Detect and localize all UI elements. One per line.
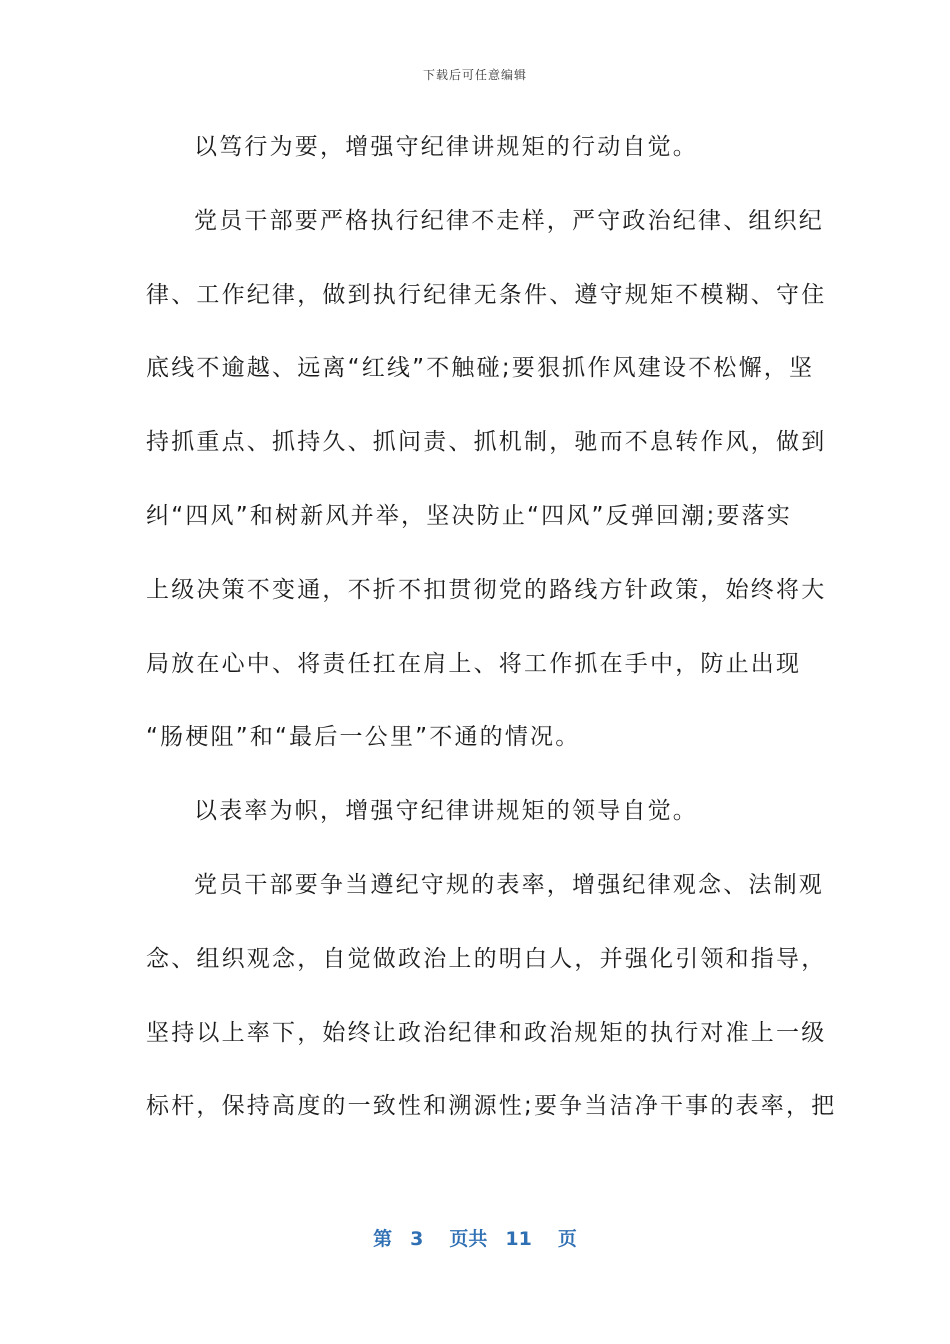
total-pages-number: 11 xyxy=(505,1228,532,1250)
paragraph-line: 局放在心中、将责任扛在肩上、将工作抓在手中，防止出现 xyxy=(146,650,802,677)
paragraph-line: 纠“四风”和树新风并举，坚决防止“四风”反弹回潮;要落实 xyxy=(146,502,793,529)
paragraph-line: 底线不逾越、远离“红线”不触碰;要狠抓作风建设不松懈，坚 xyxy=(146,355,815,382)
page-label-suffix: 页 xyxy=(557,1228,577,1250)
section-heading: 以笃行为要，增强守纪律讲规矩的行动自觉。 xyxy=(194,134,698,160)
page-label-prefix: 第 xyxy=(373,1228,393,1250)
paragraph-line: 念、组织观念，自觉做政治上的明白人，并强化引领和指导， xyxy=(146,945,827,972)
paragraph-line: 上级决策不变通，不折不扣贯彻党的路线方针政策，始终将大 xyxy=(146,576,827,603)
paragraph-line: 持抓重点、抓持久、抓问责、抓机制，驰而不息转作风，做到 xyxy=(146,429,827,456)
page-label-middle: 页共 xyxy=(449,1228,488,1250)
current-page-number: 3 xyxy=(410,1228,424,1250)
paragraph-line: 党员干部要争当遵纪守规的表率，增强纪律观念、法制观 xyxy=(194,871,824,898)
paragraph-line: 律、工作纪律，做到执行纪律无条件、遵守规矩不模糊、守住 xyxy=(146,281,827,308)
section-heading: 以表率为帜，增强守纪律讲规矩的领导自觉。 xyxy=(194,798,698,825)
page-header: 下载后可任意编辑 xyxy=(422,68,527,82)
paragraph-line: 坚持以上率下，始终让政治纪律和政治规矩的执行对准上一级 xyxy=(146,1019,827,1046)
paragraph-line: 党员干部要严格执行纪律不走样，严守政治纪律、组织纪 xyxy=(194,207,824,234)
body-text xyxy=(146,126,837,1159)
paragraph-line: 标杆，保持高度的一致性和溯源性;要争当洁净干事的表率，把 xyxy=(146,1093,837,1120)
page-footer xyxy=(0,1224,950,1251)
paragraph-line: “肠梗阻”和“最后一公里”不通的情况。 xyxy=(146,724,581,751)
